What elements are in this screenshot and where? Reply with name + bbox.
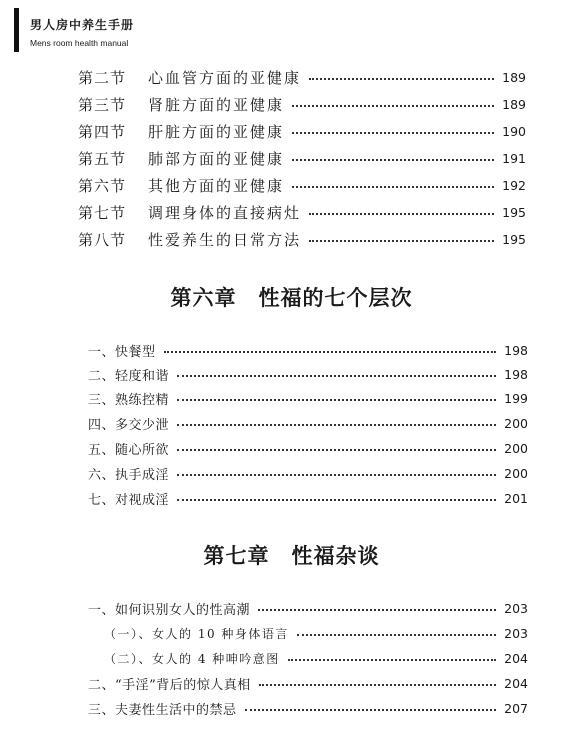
page-number: 203 — [504, 625, 528, 641]
item-title: （二）、女人的 4 种呻吟意图 — [104, 651, 280, 666]
toc-entry[interactable] — [88, 671, 528, 695]
section-title: 肺部方面的亚健康 — [148, 149, 285, 168]
chapter-label: 第七章 — [203, 543, 270, 568]
page-number: 207 — [504, 700, 528, 716]
dot-leader — [177, 449, 496, 451]
dot-leader — [292, 132, 494, 134]
page-number: 204 — [504, 675, 528, 691]
item-title: 三、熟练控精 — [88, 392, 170, 408]
section-number: 第八节 — [78, 230, 127, 249]
toc-entry[interactable] — [78, 64, 526, 90]
section-title: 心血管方面的亚健康 — [148, 68, 302, 87]
book-title-en: Mens room health manual — [30, 38, 129, 48]
section-title: 调理身体的直接病灶 — [148, 203, 302, 222]
toc-entry[interactable] — [88, 696, 528, 720]
section-number: 第三节 — [78, 95, 127, 114]
page-number: 191 — [502, 150, 526, 166]
dot-leader — [297, 634, 496, 636]
page-number: 189 — [502, 69, 526, 85]
toc-entry[interactable] — [88, 461, 528, 485]
item-title: 二、轻度和谐 — [88, 368, 170, 384]
section-number: 第二节 — [78, 68, 127, 87]
toc-entry[interactable] — [88, 362, 528, 386]
toc-entry[interactable] — [88, 411, 528, 435]
chapter-label: 第六章 — [170, 285, 237, 310]
page-number: 198 — [504, 342, 528, 358]
dot-leader — [177, 474, 496, 476]
toc-entry[interactable] — [88, 596, 528, 620]
item-title: 三、夫妻性生活中的禁忌 — [88, 702, 237, 718]
dot-leader — [258, 609, 496, 611]
item-title: 一、快餐型 — [88, 344, 156, 360]
toc-entry[interactable] — [88, 486, 528, 510]
item-title: 二、“手淫”背后的惊人真相 — [88, 677, 251, 693]
toc-subentry[interactable] — [104, 646, 528, 670]
toc-entry[interactable] — [78, 145, 526, 171]
chapter-title: 性福的七个层次 — [258, 285, 413, 310]
page-number: 201 — [504, 490, 528, 506]
dot-leader — [309, 78, 494, 80]
page-number: 195 — [502, 231, 526, 247]
page-number: 200 — [504, 440, 528, 456]
item-title: 五、随心所欲 — [88, 442, 170, 458]
book-title-cn: 男人房中养生手册 — [30, 18, 135, 32]
section-number: 第五节 — [78, 149, 127, 168]
page-number: 199 — [504, 390, 528, 406]
page-number: 189 — [502, 96, 526, 112]
dot-leader — [292, 186, 494, 188]
chapter-title: 性福杂谈 — [291, 543, 380, 568]
page-number: 190 — [502, 123, 526, 139]
running-header — [0, 8, 583, 54]
section-title: 性爱养生的日常方法 — [148, 230, 302, 249]
section-number: 第七节 — [78, 203, 127, 222]
dot-leader — [259, 684, 496, 686]
page-number: 192 — [502, 177, 526, 193]
dot-leader — [177, 375, 496, 377]
item-title: 七、对视成淫 — [88, 492, 170, 508]
toc-entry[interactable] — [78, 91, 526, 117]
dot-leader — [292, 159, 494, 161]
dot-leader — [177, 499, 496, 501]
item-title: 六、执手成淫 — [88, 467, 170, 483]
section-number: 第六节 — [78, 176, 127, 195]
dot-leader — [309, 213, 494, 215]
dot-leader — [309, 240, 494, 242]
toc-subentry[interactable] — [104, 621, 528, 645]
page-number: 204 — [504, 650, 528, 666]
section-title: 肾脏方面的亚健康 — [148, 95, 285, 114]
toc-entry[interactable] — [78, 118, 526, 144]
item-title: 一、如何识别女人的性高潮 — [88, 602, 251, 618]
section-title: 肝脏方面的亚健康 — [148, 122, 285, 141]
toc-entry[interactable] — [88, 338, 528, 362]
dot-leader — [177, 424, 496, 426]
toc-entry[interactable] — [78, 172, 526, 198]
toc-entry[interactable] — [78, 226, 526, 252]
dot-leader — [245, 709, 496, 711]
section-title: 其他方面的亚健康 — [148, 176, 285, 195]
toc-entry[interactable] — [88, 386, 528, 410]
dot-leader — [288, 659, 496, 661]
chapter-heading — [0, 540, 583, 570]
page-number: 200 — [504, 415, 528, 431]
page-number: 203 — [504, 600, 528, 616]
item-title: （一）、女人的 10 种身体语言 — [104, 626, 289, 641]
toc-entry[interactable] — [78, 199, 526, 225]
page-number: 195 — [502, 204, 526, 220]
dot-leader — [177, 399, 496, 401]
section-number: 第四节 — [78, 122, 127, 141]
toc-entry[interactable] — [88, 436, 528, 460]
dot-leader — [164, 351, 496, 353]
page-number: 198 — [504, 366, 528, 382]
chapter-heading — [0, 282, 583, 312]
header-bar — [14, 8, 19, 52]
page-number: 200 — [504, 465, 528, 481]
dot-leader — [292, 105, 494, 107]
item-title: 四、多交少泄 — [88, 417, 170, 433]
